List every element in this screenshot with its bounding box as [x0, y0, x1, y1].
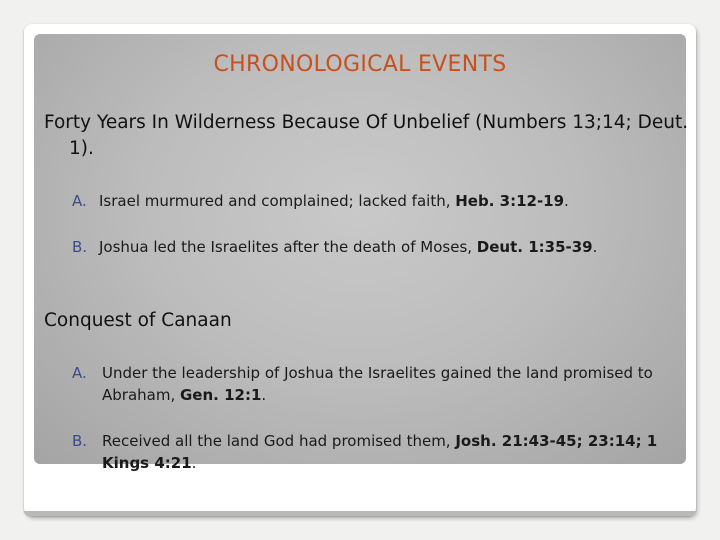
- scripture-reference: Josh. 21:43-45; 23:14; 1 Kings 4:21: [102, 432, 658, 472]
- list-item-end: .: [592, 238, 598, 256]
- list-item-end: .: [564, 192, 569, 210]
- list-item: [72, 430, 702, 474]
- slide-border: [24, 511, 696, 516]
- section-heading-wilderness: Forty Years In Wilderness Because Of Unbelief (Numbers 13;14; Deut. 1).: [44, 112, 689, 159]
- list-item: [72, 190, 692, 212]
- scripture-reference: Deut. 1:35-39: [476, 238, 593, 256]
- section-heading-conquest: Conquest of Canaan: [44, 310, 232, 331]
- list-item: [72, 362, 702, 406]
- list-item: [72, 236, 709, 258]
- list-item-text: Israel murmured and complained; lacked faith,: [99, 192, 456, 210]
- list-marker: A.: [72, 192, 87, 210]
- list-item-end: .: [191, 454, 197, 472]
- scripture-reference: Gen. 12:1: [180, 386, 262, 404]
- list-item-text: Received all the land God had promised them,: [102, 432, 456, 450]
- list-item-end: .: [261, 386, 267, 404]
- scripture-reference: Heb. 3:12-19: [455, 192, 565, 210]
- list-marker: A.: [72, 364, 87, 382]
- list-item-text: Joshua led the Israelites after the death of Moses,: [99, 238, 477, 256]
- list-marker: B.: [72, 238, 88, 256]
- slide-title: CHRONOLOGICAL EVENTS: [213, 52, 507, 77]
- list-item-text: Under the leadership of Joshua the Israelites gained the land promised to Abraham,: [102, 364, 653, 404]
- list-marker: B.: [72, 432, 88, 450]
